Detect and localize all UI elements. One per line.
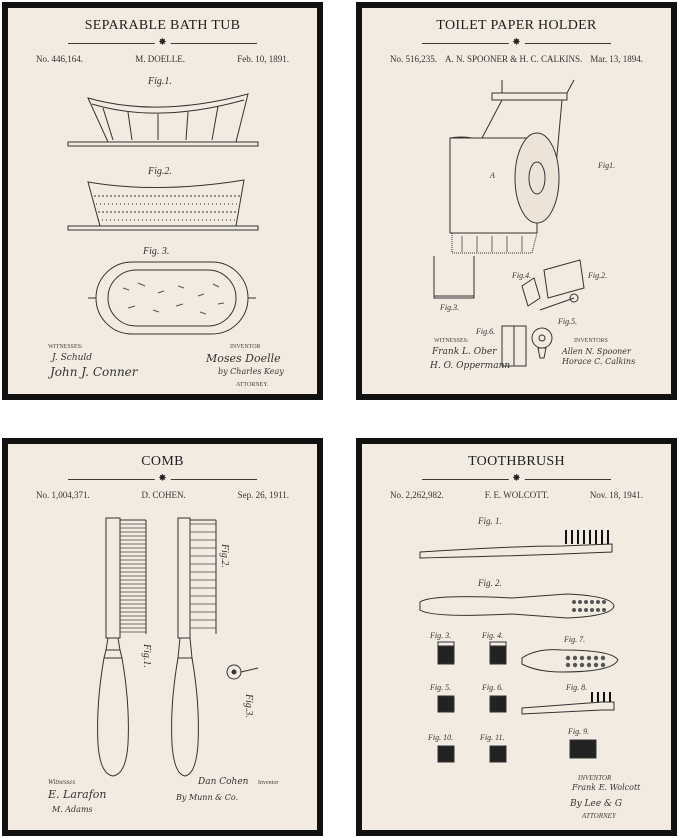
attorney-signature: by Charles Keay bbox=[218, 367, 284, 376]
figure-label: Fig.1. bbox=[148, 76, 172, 87]
witnesses-label: Witnesses bbox=[48, 778, 76, 786]
witness-signature: H. O. Oppermann bbox=[430, 361, 511, 371]
inventor-signature: Moses Doelle bbox=[206, 352, 281, 365]
poster-frame-toothbrush bbox=[356, 438, 677, 836]
figure-label: Fig.5. bbox=[558, 317, 578, 326]
patent-inventor: F. E. WOLCOTT. bbox=[484, 490, 549, 500]
patent-number: No. 1,004,371. bbox=[36, 490, 90, 500]
figure-label: Fig. 11. bbox=[480, 733, 505, 742]
patent-inventor: M. DOELLE. bbox=[135, 54, 185, 64]
figure-label: Fig. 5. bbox=[430, 683, 452, 692]
witness-signature: John J. Conner bbox=[50, 365, 138, 379]
svg-text:A: A bbox=[490, 171, 495, 180]
figure-label: Fig.1. bbox=[141, 644, 152, 668]
figure-label: Fig. 3. bbox=[143, 246, 170, 257]
figure-label: Fig. 8. bbox=[566, 683, 588, 692]
poster-bath-tub bbox=[8, 8, 317, 394]
figure-label: Fig.4. bbox=[512, 271, 532, 280]
figure-label: Fig. 7. bbox=[564, 635, 586, 644]
ornament-star-icon: ✸ bbox=[154, 473, 170, 485]
witness-signature: Frank L. Ober bbox=[432, 347, 497, 357]
inventor-signature: Allen N. Spooner bbox=[562, 347, 631, 356]
inventor-label: Inventor bbox=[258, 780, 279, 786]
figure-label: Fig.2. bbox=[148, 166, 172, 177]
patent-inventor: D. COHEN. bbox=[141, 490, 186, 500]
figure-label: Fig. 6. bbox=[482, 683, 504, 692]
figure-label: Fig. 10. bbox=[428, 733, 454, 742]
poster-title: TOOTHBRUSH bbox=[468, 454, 565, 469]
figure-label: Fig. 4. bbox=[482, 631, 504, 640]
attorney-signature: By Munn & Co. bbox=[176, 793, 239, 802]
patent-date: Sep. 26, 1911. bbox=[237, 490, 289, 500]
poster-frame-comb bbox=[2, 438, 323, 836]
ornament-star-icon: ✸ bbox=[154, 37, 170, 49]
witness-signature: M. Adams bbox=[52, 805, 93, 814]
figure-label: Fig. 2. bbox=[478, 578, 502, 588]
patent-number: No. 516,235. bbox=[390, 54, 437, 64]
figure-label: Fig.3. bbox=[243, 694, 254, 718]
witnesses-label: WITNESSES: bbox=[48, 344, 83, 350]
attorney-label: ATTORNEY. bbox=[236, 382, 269, 388]
patent-date: Feb. 10, 1891. bbox=[237, 54, 289, 64]
figure-label: Fig. 3. bbox=[430, 631, 452, 640]
witness-signature: E. Larafon bbox=[48, 788, 107, 801]
bath-tub-drawing bbox=[8, 8, 317, 394]
poster-title: SEPARABLE BATH TUB bbox=[84, 18, 241, 33]
toothbrush-drawing bbox=[362, 444, 671, 830]
poster-frame-toilet-paper-holder bbox=[356, 2, 677, 400]
patent-date: Mar. 13, 1894. bbox=[590, 54, 643, 64]
attorney-label: ATTORNEY bbox=[582, 812, 616, 820]
figure-label: Fig.3. bbox=[440, 303, 460, 312]
inventor-label: INVENTOR bbox=[230, 344, 261, 350]
figure-label: Fig.2. bbox=[219, 544, 230, 568]
ornament-star-icon: ✸ bbox=[508, 473, 524, 485]
poster-toilet-paper-holder bbox=[362, 8, 671, 394]
witness-signature: J. Schuld bbox=[52, 353, 93, 363]
toilet-paper-holder-drawing bbox=[362, 8, 671, 394]
comb-drawing bbox=[8, 444, 317, 830]
figure-label: Fig.2. bbox=[588, 271, 608, 280]
poster-toothbrush bbox=[362, 444, 671, 830]
inventor-signature: Dan Cohen bbox=[198, 777, 249, 787]
patent-date: Nov. 18, 1941. bbox=[589, 490, 643, 500]
witnesses-label: WITNESSES: bbox=[434, 338, 469, 344]
patent-number: No. 446,164. bbox=[36, 54, 83, 64]
figure-label: Fig. 9. bbox=[568, 727, 590, 736]
inventor-signature: Horace C. Calkins bbox=[562, 357, 636, 366]
inventor-label: INVENTOR bbox=[578, 774, 612, 782]
figure-label: Fig1. bbox=[598, 161, 616, 170]
poster-title: TOILET PAPER HOLDER bbox=[436, 18, 597, 33]
poster-comb bbox=[8, 444, 317, 830]
poster-frame-bath-tub bbox=[2, 2, 323, 400]
patent-inventor: A. N. SPOONER & H. C. CALKINS. bbox=[444, 54, 583, 64]
inventor-label: INVENTORS bbox=[574, 338, 608, 344]
attorney-signature: By Lee & G bbox=[570, 799, 623, 809]
figure-label: Fig. 1. bbox=[478, 516, 502, 526]
inventor-signature: Frank E. Wolcott bbox=[572, 783, 641, 792]
figure-label: Fig.6. bbox=[476, 327, 496, 336]
poster-title: COMB bbox=[141, 454, 184, 469]
patent-number: No. 2,262,982. bbox=[390, 490, 444, 500]
ornament-star-icon: ✸ bbox=[508, 37, 524, 49]
